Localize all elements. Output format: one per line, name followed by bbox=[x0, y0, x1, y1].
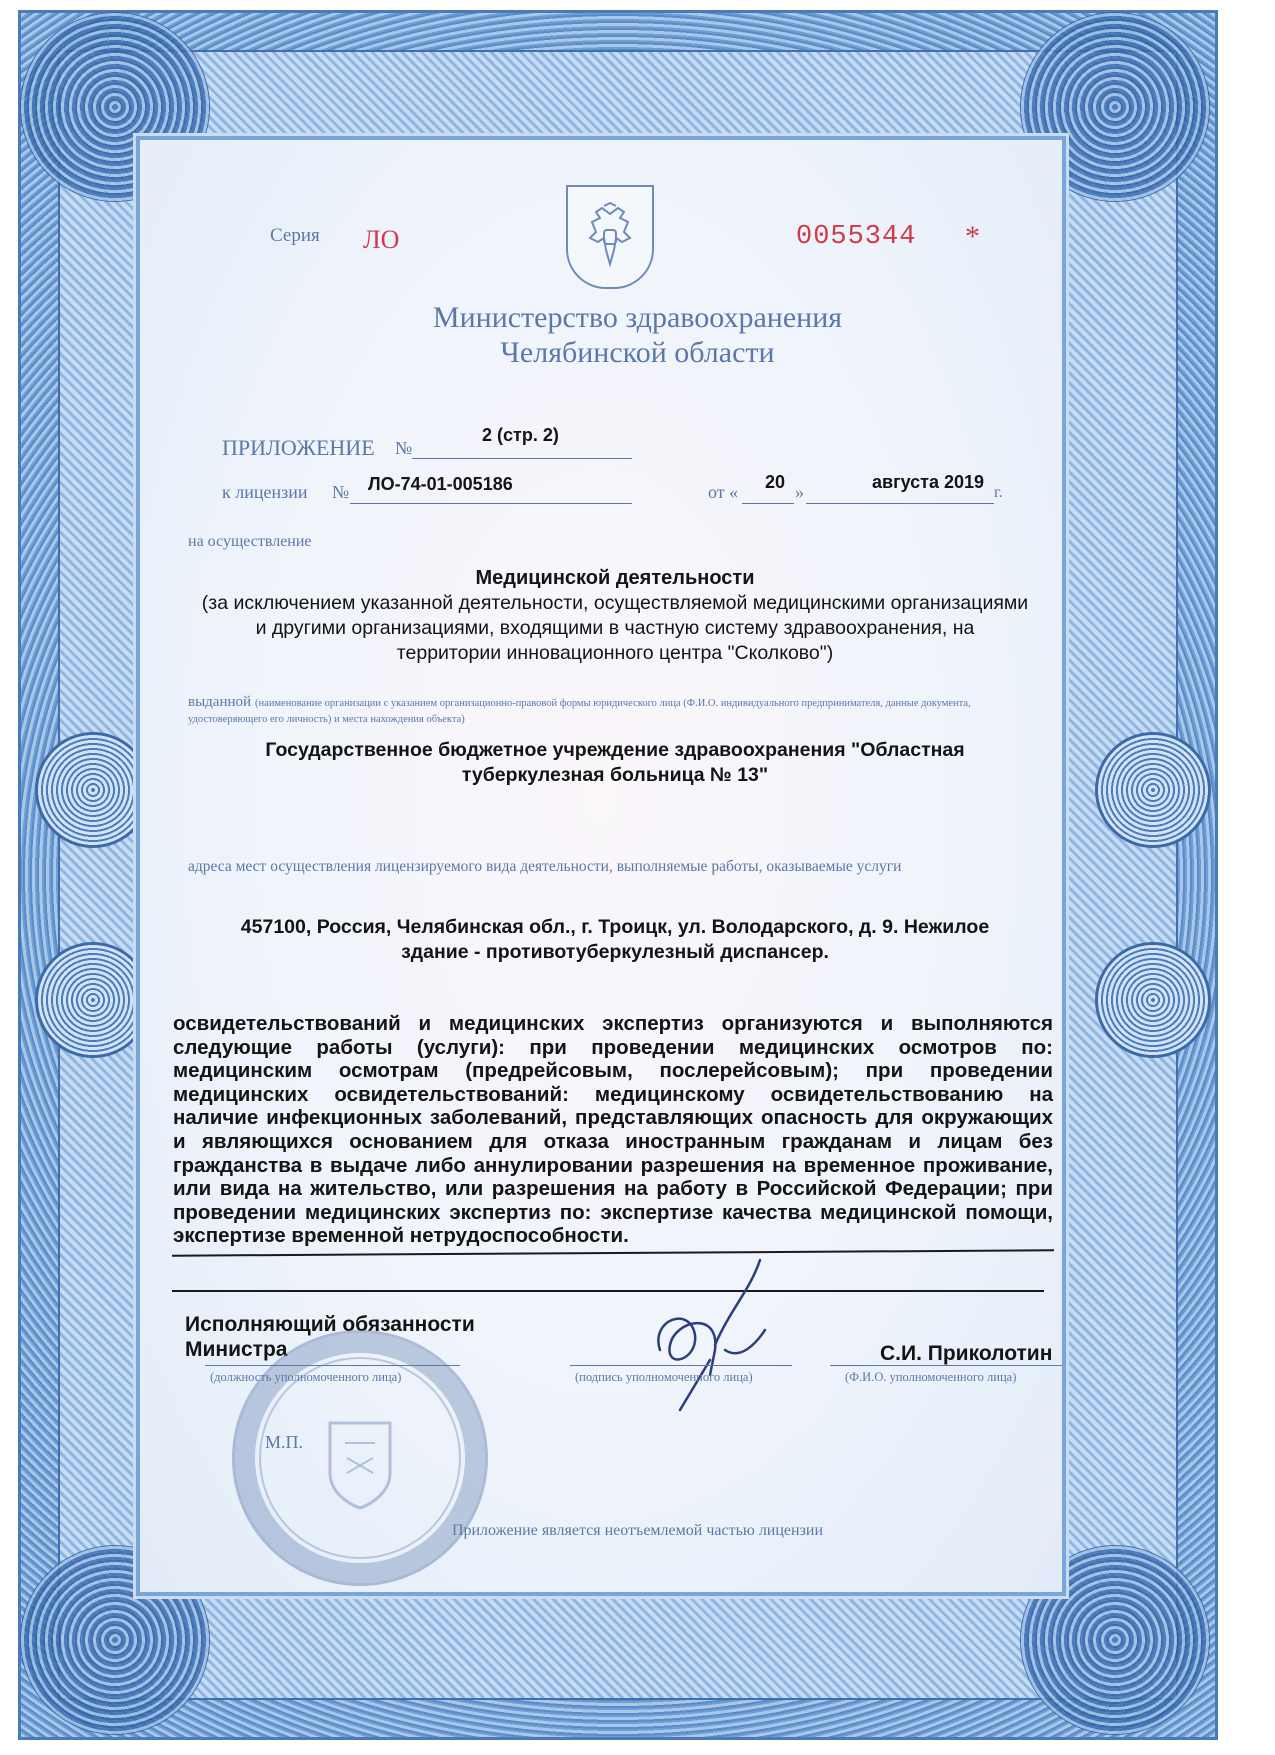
series-value: ЛО bbox=[363, 225, 400, 254]
issued-label: выданной bbox=[188, 694, 252, 710]
rosette-right-upper bbox=[1098, 735, 1208, 845]
organization-line-2: туберкулезная больница № 13" bbox=[461, 764, 769, 786]
sign-line bbox=[570, 1365, 792, 1366]
activity-block bbox=[150, 565, 1080, 666]
works-services-text: освидетельствований и медицинских экспертиз организуются и выполняются следующие работы (услуги): при проведении медицинских осмотров по: медицинским осмотрам (предрейсовым, послерейсовым); при проведении медицинских освидетельствований: медицинскому освидетельствованию на наличие инфекционных заболеваний, представляющих опасность для окружающих и являющихся основанием для отказа иностранным гражданам и лицам без гражданства в выдаче либо аннулировании разрешения на временное проживание, или вида на жительство, или разрешения на работу в Российской Федерации; при проведении медицинских экспертиз по: экспертизе качества медицинской помощи, экспертизе временной нетрудоспособности. bbox=[173, 1012, 1053, 1248]
annex-no-label: № bbox=[395, 438, 413, 458]
license-no-label: № bbox=[332, 482, 350, 502]
address-line-2: здание - противотуберкулезный диспансер. bbox=[401, 941, 829, 963]
license-number: ЛО-74-01-005186 bbox=[368, 474, 513, 494]
official-seal-stamp bbox=[232, 1330, 488, 1586]
date-month-year: августа 2019 bbox=[872, 472, 985, 492]
address-block bbox=[150, 915, 1080, 965]
handwritten-signature bbox=[640, 1250, 790, 1420]
seal-emblem-icon bbox=[235, 1333, 485, 1583]
sign-caption: (подпись уполномоченного лица) bbox=[575, 1370, 753, 1384]
signer-position-line-1: Исполняющий обязанности bbox=[185, 1313, 475, 1336]
date-month-line bbox=[806, 503, 994, 504]
date-sep: » bbox=[795, 482, 804, 502]
activity-label: на осуществление bbox=[188, 533, 312, 550]
license-number-line bbox=[350, 503, 632, 504]
organization-name bbox=[150, 738, 1080, 788]
address-line-1: 457100, Россия, Челябинская обл., г. Троицк, ул. Володарского, д. 9. Нежилое bbox=[240, 916, 990, 938]
activity-title: Медицинской деятельности bbox=[475, 567, 755, 589]
footer-note: Приложение является неотъемлемой частью лицензии bbox=[451, 1522, 824, 1539]
license-label: к лицензии bbox=[222, 482, 308, 502]
annex-number: 2 (стр. 2) bbox=[482, 425, 559, 445]
series-star: * bbox=[965, 220, 980, 253]
activity-line-1: (за исключением указанной деятельности, осуществляемой медицинскими организациями bbox=[201, 592, 1029, 614]
rosette-left-upper bbox=[38, 735, 148, 845]
activity-line-3: территории инновационного центра "Сколково") bbox=[396, 642, 834, 664]
activity-line-2: и другими организациями, входящими в частную систему здравоохранения, на bbox=[255, 617, 975, 639]
ministry-title bbox=[0, 300, 1275, 370]
date-from-label: от « bbox=[708, 482, 739, 502]
addresses-label: адреса мест осуществления лицензируемого вида деятельности, выполняемые работы, оказываемые услуги bbox=[188, 858, 902, 875]
signer-position-line-2: Министра bbox=[185, 1338, 288, 1361]
rosette-left-lower bbox=[38, 945, 148, 1055]
form-number: 0055344 bbox=[796, 222, 917, 252]
organization-line-1: Государственное бюджетное учреждение здравоохранения "Областная bbox=[265, 739, 965, 761]
text-end-line-2 bbox=[172, 1290, 1044, 1292]
position-caption: (должность уполномоченного лица) bbox=[210, 1370, 402, 1384]
double-headed-eagle-icon bbox=[582, 202, 638, 272]
name-caption: (Ф.И.О. уполномоченного лица) bbox=[845, 1370, 1017, 1384]
mp-label: М.П. bbox=[265, 1432, 304, 1452]
date-day: 20 bbox=[765, 472, 786, 492]
date-year-suffix: г. bbox=[994, 484, 1003, 501]
name-line bbox=[830, 1365, 1062, 1366]
ministry-line-2: Челябинской области bbox=[500, 336, 775, 369]
coat-of-arms-emblem bbox=[566, 185, 654, 289]
issued-note: (наименование организации с указанием организационно-правовой формы юридического лица (Ф.И.О. индивидуального предпринимателя, данные документа, удостоверяющего его личность) и места нахождения объекта) bbox=[188, 698, 971, 725]
issued-caption bbox=[188, 695, 1050, 727]
series-label: Серия bbox=[270, 225, 320, 246]
annex-label: ПРИЛОЖЕНИЕ bbox=[222, 435, 375, 460]
date-day-line bbox=[742, 503, 794, 504]
ministry-line-1: Министерство здравоохранения bbox=[432, 301, 843, 334]
signer-name: С.И. Приколотин bbox=[880, 1342, 1053, 1365]
annex-number-line bbox=[412, 458, 632, 459]
rosette-right-lower bbox=[1098, 945, 1208, 1055]
